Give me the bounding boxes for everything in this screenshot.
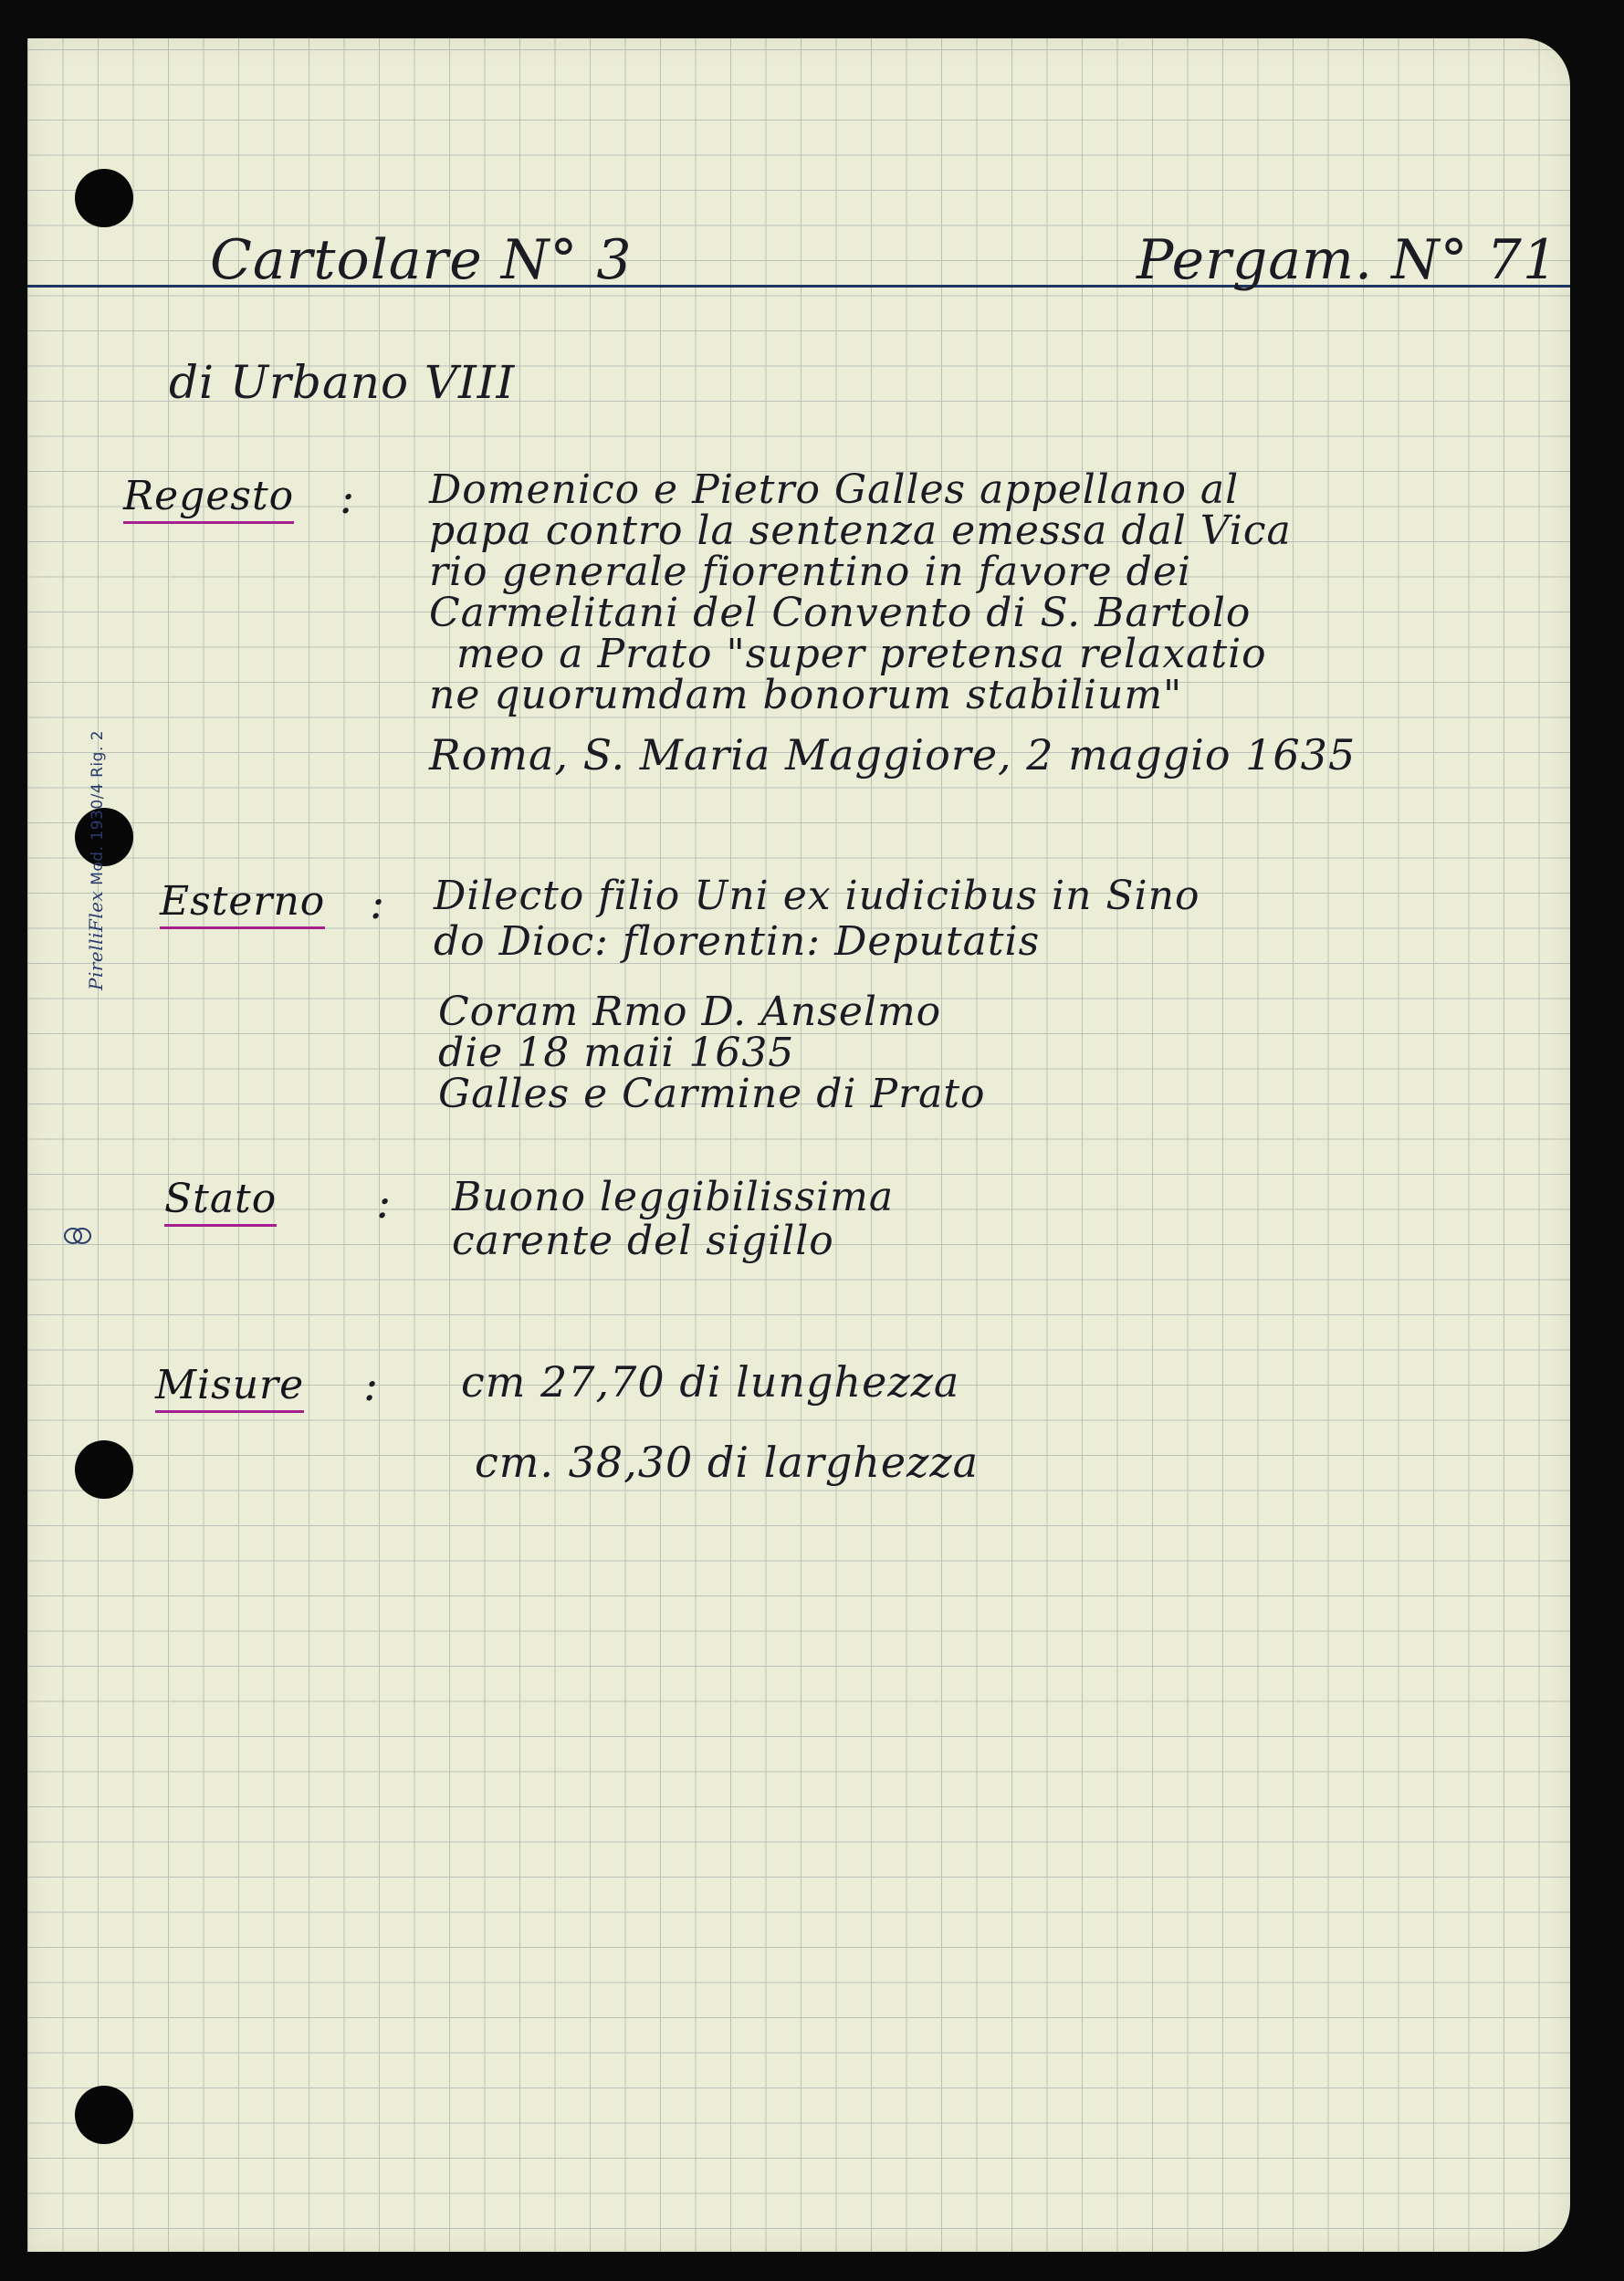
- esterno-annotation-3: Galles e Carmine di Prato: [438, 1071, 986, 1117]
- punch-hole-top: [75, 169, 133, 227]
- brand-logo-icon: [62, 1226, 93, 1246]
- stato-line-2: carente del sigillo: [452, 1218, 834, 1264]
- regesto-line-4: Carmelitani del Convento di S. Bartolo: [429, 590, 1252, 636]
- stato-line-1: Buono leggibilissima: [452, 1174, 895, 1220]
- misure-line-2: cm. 38,30 di larghezza: [475, 1438, 980, 1487]
- stato-label: Stato: [164, 1176, 277, 1227]
- esterno-line-2: do Dioc: florentin: Deputatis: [434, 918, 1041, 965]
- esterno-label: Esterno: [160, 878, 325, 929]
- esterno-colon: :: [370, 878, 386, 929]
- punch-hole-lower: [75, 1440, 133, 1499]
- regesto-line-6: ne quorumdam bonorum stabilium": [429, 672, 1183, 718]
- cartolare-number: Cartolare N° 3: [210, 228, 633, 292]
- pergamena-number: Pergam. N° 71: [1137, 228, 1559, 292]
- regesto-date: Roma, S. Maria Maggiore, 2 maggio 1635: [429, 730, 1357, 780]
- regesto-line-3: rio generale fiorentino in favore dei: [429, 549, 1191, 595]
- misure-colon: :: [363, 1360, 380, 1411]
- regesto-line-1: Domenico e Pietro Galles appellano al: [429, 466, 1240, 513]
- form-model: Mod. 1930/4 Rig. 2: [89, 729, 107, 885]
- misure-label: Misure: [155, 1362, 304, 1413]
- subtitle: di Urbano VIII: [169, 356, 516, 409]
- regesto-label: Regesto: [123, 473, 294, 524]
- regesto-line-5: meo a Prato "super pretensa relaxatio: [456, 631, 1267, 677]
- esterno-annotation-2: die 18 maii 1635: [438, 1030, 795, 1076]
- esterno-line-1: Dilecto filio Uni ex iudicibus in Sino: [434, 873, 1200, 919]
- punch-hole-bottom: [75, 2086, 133, 2144]
- regesto-colon: :: [340, 473, 356, 524]
- printed-form-code: [85, 730, 107, 990]
- esterno-annotation-1: Coram Rmo D. Anselmo: [438, 989, 942, 1035]
- misure-line-1: cm 27,70 di lunghezza: [461, 1357, 960, 1407]
- stato-colon: :: [376, 1177, 393, 1229]
- regesto-line-2: papa contro la sentenza emessa dal Vica: [429, 507, 1292, 554]
- brand-name: PirelliFlex: [85, 890, 107, 990]
